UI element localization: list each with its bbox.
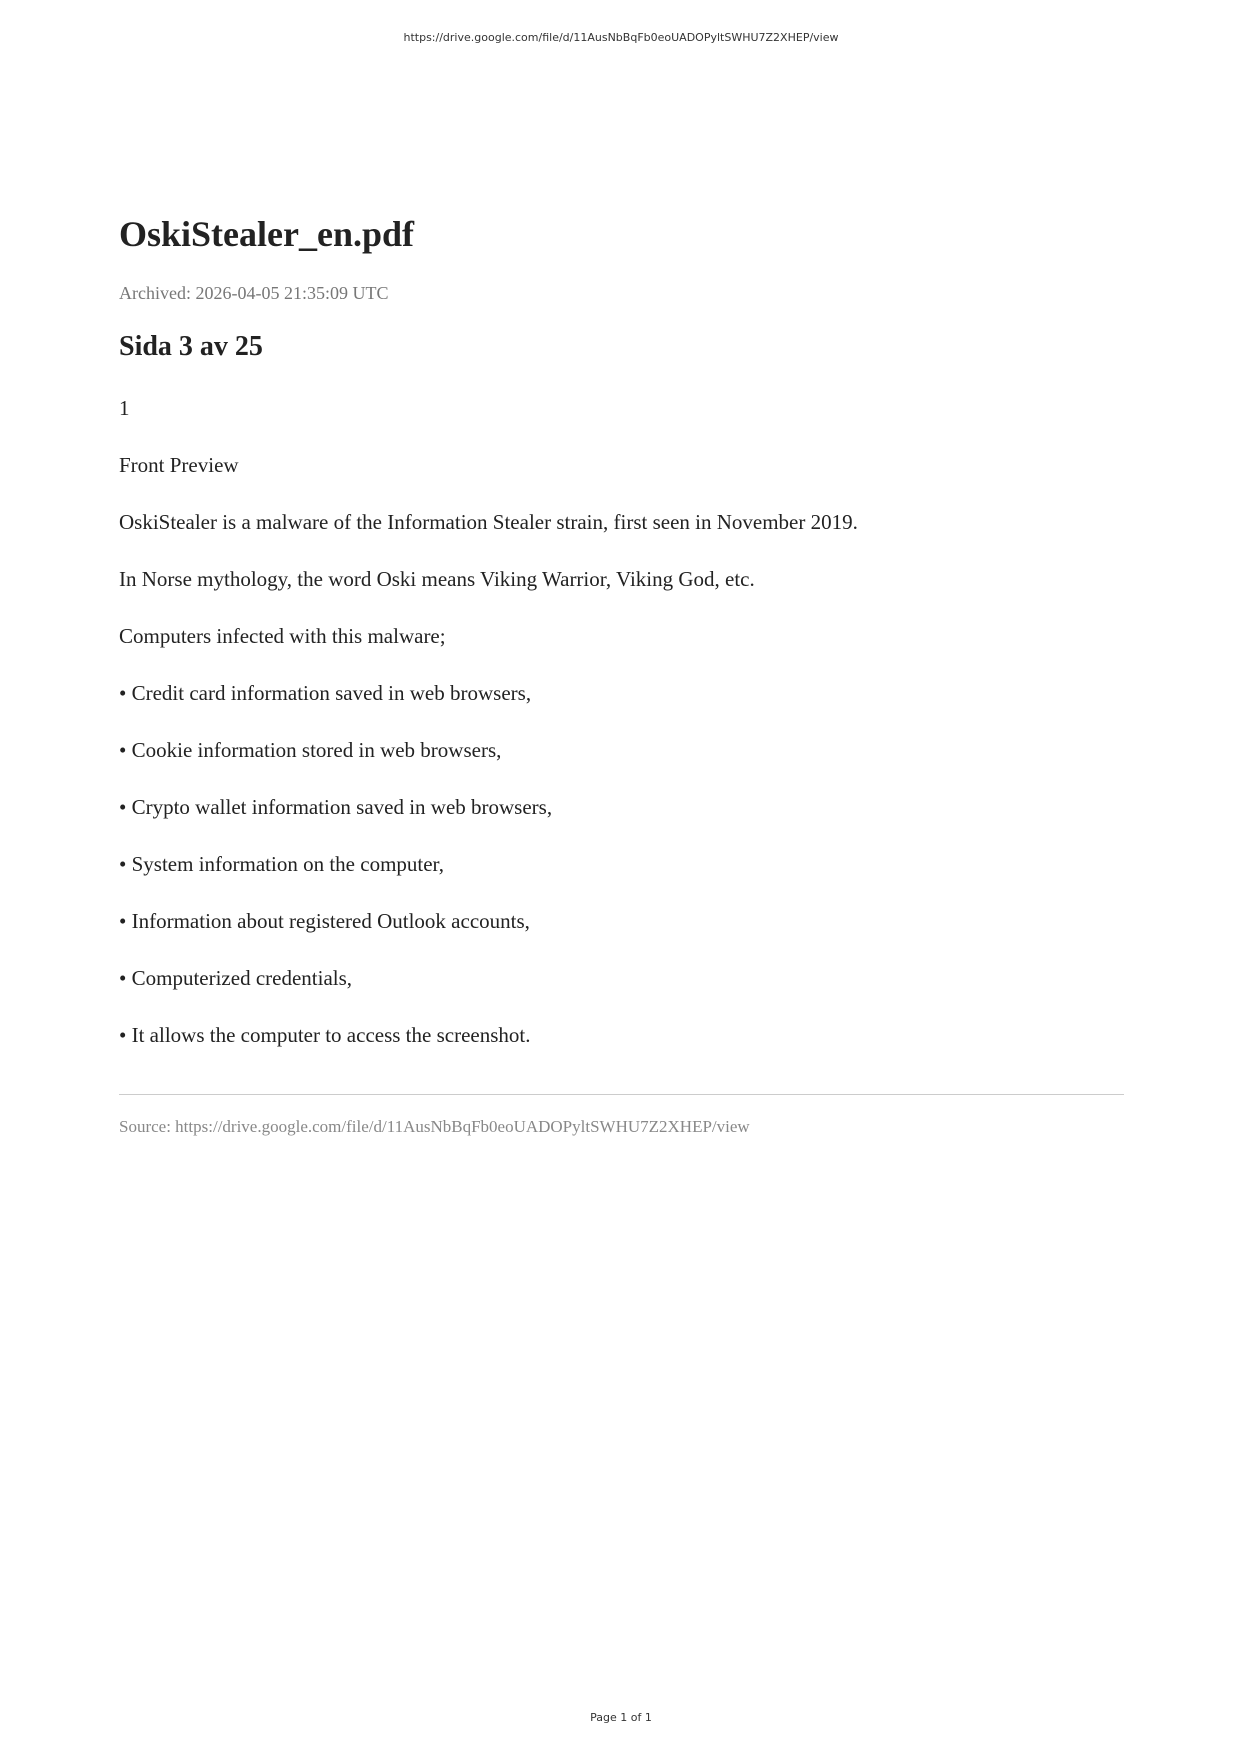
paragraph-infected: Computers infected with this malware; xyxy=(119,624,446,648)
document-content xyxy=(119,210,1124,1139)
divider xyxy=(119,1094,1124,1095)
list-item: • Computerized credentials, xyxy=(119,966,353,990)
bullet-list xyxy=(119,679,1124,1049)
list-item: • Cookie information stored in web browsers, xyxy=(119,738,502,762)
list-item: • Crypto wallet information saved in web browsers, xyxy=(119,795,553,819)
page-number-footer: Page 1 of 1 xyxy=(590,1711,652,1724)
list-item: • It allows the computer to access the screenshot. xyxy=(119,1023,531,1047)
paragraph-page-number: 1 xyxy=(119,396,130,420)
paragraph-intro: OskiStealer is a malware of the Information Stealer strain, first seen in November 2019. xyxy=(119,510,858,534)
header-url: https://drive.google.com/file/d/11AusNbBqFb0eoUADOPyltSWHU7Z2XHEP/view xyxy=(403,31,839,44)
list-item: • System information on the computer, xyxy=(119,852,444,876)
paragraph-mythology: In Norse mythology, the word Oski means Viking Warrior, Viking God, etc. xyxy=(119,567,755,591)
document-title: OskiStealer_en.pdf xyxy=(119,214,415,254)
paragraph-front-preview: Front Preview xyxy=(119,453,239,477)
list-item: • Credit card information saved in web browsers, xyxy=(119,681,532,705)
source-link: Source: https://drive.google.com/file/d/11AusNbBqFb0eoUADOPyltSWHU7Z2XHEP/view xyxy=(119,1117,750,1136)
archived-timestamp: Archived: 2026-04-05 21:35:09 UTC xyxy=(119,283,389,303)
list-item: • Information about registered Outlook accounts, xyxy=(119,909,530,933)
page-heading: Sida 3 av 25 xyxy=(119,331,263,362)
